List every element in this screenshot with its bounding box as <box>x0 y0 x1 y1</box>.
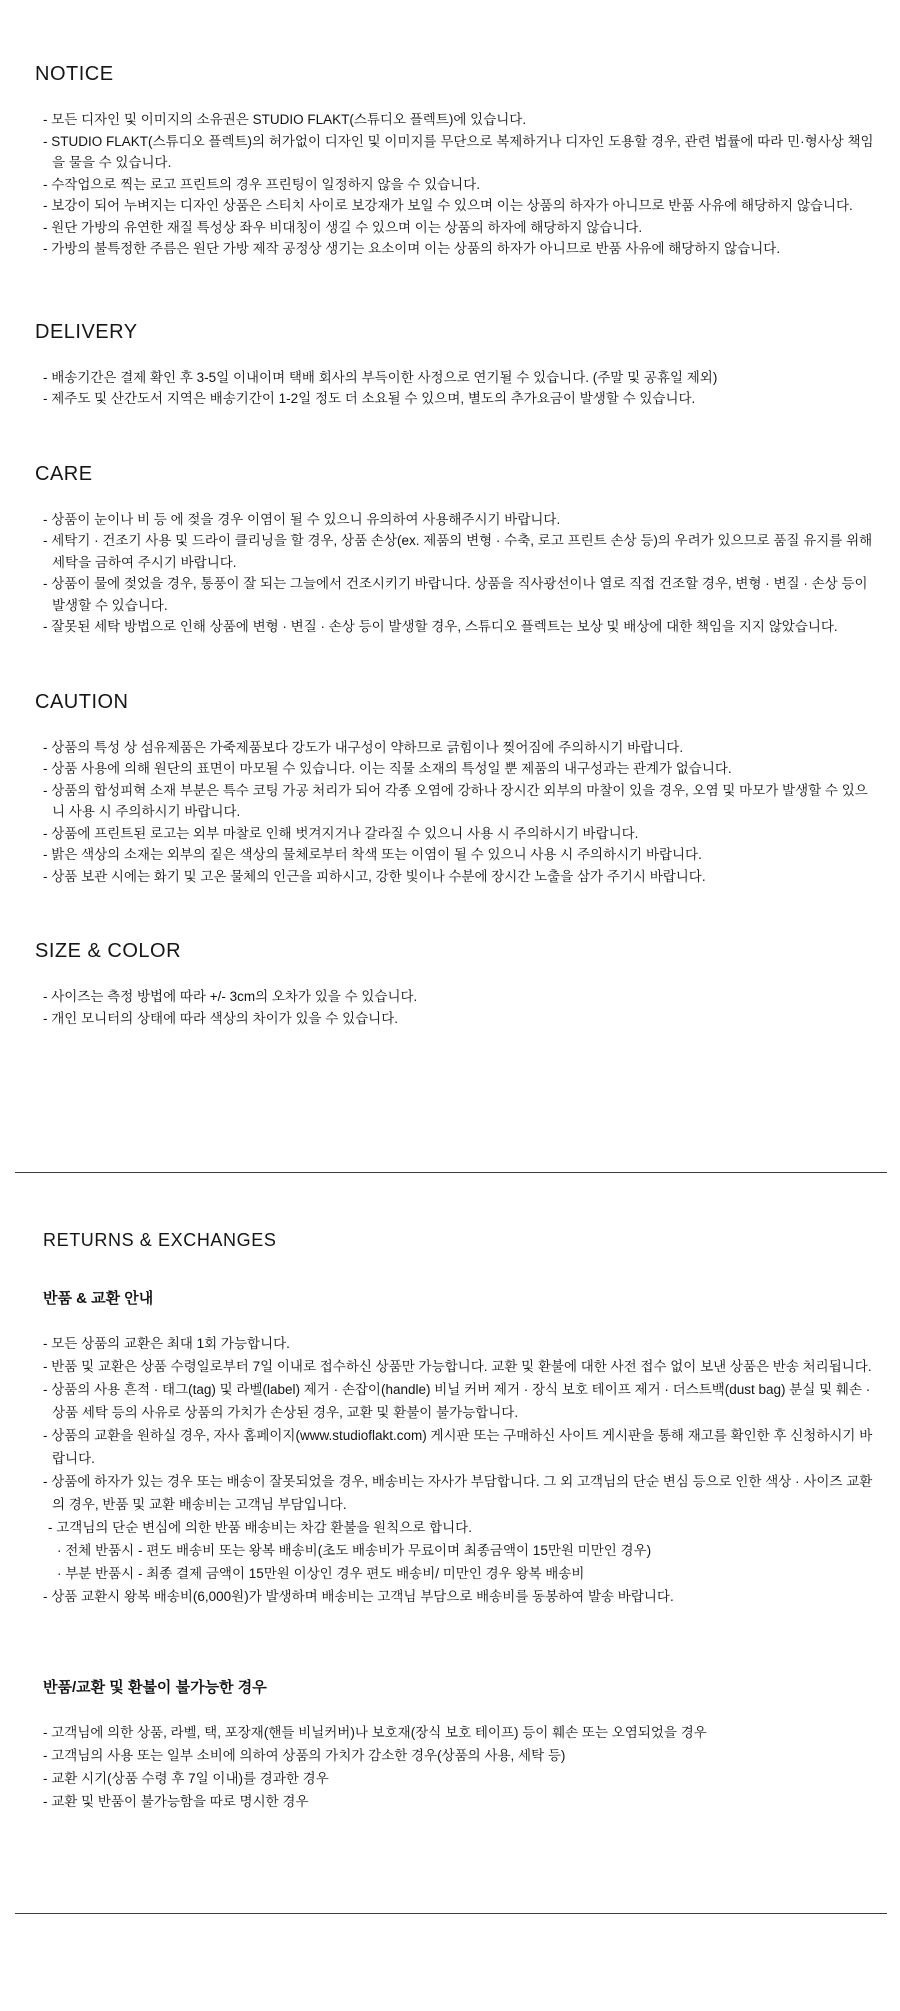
list-item: - 반품 및 교환은 상품 수령일로부터 7일 이내로 접수하신 상품만 가능합니다. 교환 및 환불에 대한 사전 접수 없이 보낸 상품은 반송 처리됩니다. <box>43 1359 872 1374</box>
list-item: - 상품에 프린트된 로고는 외부 마찰로 인해 벗겨지거나 갈라질 수 있으니 사용 시 주의하시기 바랍니다. <box>43 825 639 841</box>
section-delivery <box>35 320 882 410</box>
list-item: - 세탁기 · 건조기 사용 및 드라이 클리닝을 할 경우, 상품 손상(ex. 제품의 변형 · 수축, 로고 프린트 손상 등)의 우려가 있으므로 품질 유지를 위해 세탁을 금하여 주시기 바랍니다. <box>43 533 873 570</box>
delivery-heading: DELIVERY <box>35 320 138 343</box>
section-care <box>35 462 882 638</box>
returns-not-allowed-list <box>43 1721 882 1813</box>
list-item: - 상품의 특성 상 섬유제품은 가죽제품보다 강도가 내구성이 약하므로 긁힘이나 찢어짐에 주의하시기 바랍니다. <box>43 739 684 755</box>
section-caution <box>35 690 882 888</box>
list-item: - 잘못된 세탁 방법으로 인해 상품에 변형 · 변질 · 손상 등이 발생할 경우, 스튜디오 플렉트는 보상 및 배상에 대한 책임을 지지 않았습니다. <box>43 619 838 634</box>
list-item: - 밝은 색상의 소재는 외부의 짙은 색상의 물체로부터 착색 또는 이염이 될 수 있으니 사용 시 주의하시기 바랍니다. <box>43 847 702 862</box>
care-heading: CARE <box>35 462 93 485</box>
size-color-list <box>43 986 882 1029</box>
list-item: - 모든 디자인 및 이미지의 소유권은 STUDIO FLAKT(스튜디오 플렉트)에 있습니다. <box>43 112 527 127</box>
returns-not-allowed-title: 반품/교환 및 환불이 불가능한 경우 <box>43 1679 267 1696</box>
list-item: - 고객님의 단순 변심에 의한 반품 배송비는 차감 환불을 원칙으로 합니다. <box>48 1520 472 1535</box>
divider <box>15 1913 887 1914</box>
list-item: - 보강이 되어 누벼지는 디자인 상품은 스티치 사이로 보강재가 보일 수 있으며 이는 상품의 하자가 아니므로 반품 사유에 해당하지 않습니다. <box>43 198 853 213</box>
notice-heading: NOTICE <box>35 63 114 85</box>
list-item: - 고객님의 사용 또는 일부 소비에 의하여 상품의 가치가 감소한 경우(상품의 사용, 세탁 등) <box>43 1748 566 1763</box>
section-size-color <box>35 939 882 1029</box>
size-color-heading: SIZE & COLOR <box>35 940 182 962</box>
returns-heading: RETURNS & EXCHANGES <box>43 1230 277 1250</box>
list-item: - 상품이 눈이나 비 등 에 젖을 경우 이염이 될 수 있으니 유의하여 사용해주시기 바랍니다. <box>43 511 561 527</box>
list-item: - 수작업으로 찍는 로고 프린트의 경우 프린팅이 일정하지 않을 수 있습니다. <box>43 176 480 192</box>
divider <box>15 1172 887 1173</box>
list-item: - 상품의 교환을 원하실 경우, 자사 홈페이지(www.studioflakt.com) 게시판 또는 구매하신 사이트 게시판을 통해 재고를 확인한 후 신청하시기 바랍니다. <box>43 1428 873 1466</box>
list-item: - 상품의 합성피혁 소재 부분은 특수 코팅 가공 처리가 되어 각종 오염에 강하나 장시간 외부의 마찰이 있을 경우, 오염 및 마모가 발생할 수 있으니 사용 시 주의하시기 바랍니다. <box>43 782 868 819</box>
list-item: - STUDIO FLAKT(스튜디오 플렉트)의 허가없이 디자인 및 이미지를 무단으로 복제하거나 디자인 도용할 경우, 관련 법률에 따라 민·형사상 책임을 물을 수 있습니다. <box>43 133 874 170</box>
list-item: - 상품이 물에 젖었을 경우, 통풍이 잘 되는 그늘에서 건조시키기 바랍니다. 상품을 직사광선이나 열로 직접 건조할 경우, 변형 · 변질 · 손상 등이 발생할 수 있습니다. <box>43 576 868 613</box>
returns-guide-title: 반품 & 교환 안내 <box>43 1290 154 1307</box>
notice-list <box>43 109 882 260</box>
returns-guide-list <box>43 1332 882 1608</box>
list-item: - 상품 교환시 왕복 배송비(6,000원)가 발생하며 배송비는 고객님 부담으로 배송비를 동봉하여 발송 바랍니다. <box>43 1589 674 1604</box>
list-item: - 제주도 및 산간도서 지역은 배송기간이 1-2일 정도 더 소요될 수 있으며, 별도의 추가요금이 발생할 수 있습니다. <box>43 391 696 406</box>
section-notice <box>35 62 882 260</box>
caution-heading: CAUTION <box>35 690 129 713</box>
list-item: - 배송기간은 결제 확인 후 3-5일 이내이며 택배 회사의 부득이한 사정으로 연기될 수 있습니다. (주말 및 공휴일 제외) <box>43 369 718 385</box>
list-item: - 교환 및 반품이 불가능함을 따로 명시한 경우 <box>43 1794 309 1809</box>
list-item: - 상품 사용에 의해 원단의 표면이 마모될 수 있습니다. 이는 직물 소재의 특성일 뿐 제품의 내구성과는 관계가 없습니다. <box>43 761 732 776</box>
list-item: - 모든 상품의 교환은 최대 1회 가능합니다. <box>43 1336 290 1351</box>
list-item: - 고객님에 의한 상품, 라벨, 택, 포장재(핸들 비닐커버)나 보호재(장식 보호 테이프) 등이 훼손 또는 오염되었을 경우 <box>43 1725 707 1740</box>
list-item: - 상품 보관 시에는 화기 및 고온 물체의 인근을 피하시고, 강한 빛이나 수분에 장시간 노출을 삼가 주기시 바랍니다. <box>43 868 706 884</box>
list-item: - 상품의 사용 흔적 · 태그(tag) 및 라벨(label) 제거 · 손잡이(handle) 비닐 커버 제거 · 장식 보호 테이프 제거 · 더스트백(dust bag) 분실 및 훼손 · 상품 세탁 등의 사유로 상품의 가치가 손상된 경우, 교환 및 환불이 불가능합니다. <box>43 1382 871 1420</box>
list-sub-item: · 전체 반품시 - 편도 배송비 또는 왕복 배송비(초도 배송비가 무료이며 최종금액이 15만원 미만인 경우) <box>57 1543 652 1558</box>
list-item: - 교환 시기(상품 수령 후 7일 이내)를 경과한 경우 <box>43 1771 329 1786</box>
list-item: - 원단 가방의 유연한 재질 특성상 좌우 비대칭이 생길 수 있으며 이는 상품의 하자에 해당하지 않습니다. <box>43 219 643 235</box>
section-returns-exchanges <box>43 1229 882 1813</box>
caution-list <box>43 737 882 888</box>
list-sub-item: · 부분 반품시 - 최종 결제 금액이 15만원 이상인 경우 편도 배송비/ 미만인 경우 왕복 배송비 <box>57 1566 585 1581</box>
list-item: - 사이즈는 측정 방법에 따라 +/- 3cm의 오차가 있을 수 있습니다. <box>43 989 418 1004</box>
list-item: - 상품에 하자가 있는 경우 또는 배송이 잘못되었을 경우, 배송비는 자사가 부담합니다. 그 외 고객님의 단순 변심 등으로 인한 색상 · 사이즈 교환의 경우, 반품 및 교환 배송비는 고객님 부담입니다. <box>43 1474 873 1512</box>
care-list <box>43 509 882 638</box>
delivery-list <box>43 367 882 410</box>
list-item: - 개인 모니터의 상태에 따라 색상의 차이가 있을 수 있습니다. <box>43 1010 398 1026</box>
list-item: - 가방의 불특정한 주름은 원단 가방 제작 공정상 생기는 요소이며 이는 상품의 하자가 아니므로 반품 사유에 해당하지 않습니다. <box>43 241 781 256</box>
